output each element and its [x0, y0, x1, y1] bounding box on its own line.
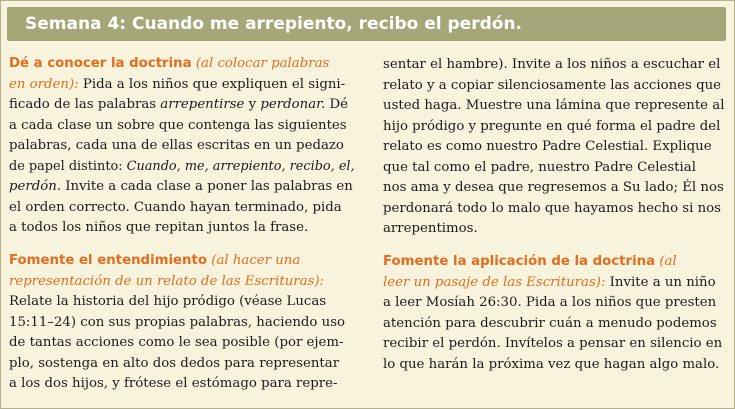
body-text: Invite a cada clase a poner las palabras en	[61, 179, 353, 194]
body-line: nos ama y desea que regresemos a Su lado; Él nos	[383, 180, 724, 195]
section-subheading-cont: en orden):	[9, 76, 79, 92]
section-heading: Dé a conocer la doctrina	[9, 56, 192, 71]
body-line: palabras, cada una de ellas escritas en un pedazo	[9, 138, 344, 153]
page-title: Semana 4: Cuando me arrepiento, recibo el perdón.	[25, 14, 523, 34]
section-encourage-application	[383, 252, 726, 375]
body-text: y	[244, 97, 261, 112]
body-line: a todos los niños que repitan juntos la frase.	[9, 220, 309, 235]
body-line: lo que harán la próxima vez que hagan algo malo.	[383, 356, 720, 372]
body-line: de tantas acciones como le sea posible (por ejem-	[9, 335, 344, 350]
body-emphasis: perdón.	[9, 179, 62, 194]
section-subheading: (al	[655, 254, 677, 269]
section-teach-doctrine	[9, 54, 355, 239]
body-line: relato y a copiar silenciosamente las acciones que	[383, 77, 722, 93]
section-heading: Fomente el entendimiento	[9, 253, 208, 268]
body-line: a cada clase un sobre que contenga las siguientes	[9, 117, 347, 133]
body-line: que tal como el padre, nuestro Padre Celestial	[383, 159, 696, 175]
body-text: Pida a los niños que expliquen el signi-	[78, 76, 346, 92]
body-line: sentar el hambre). Invite a los niños a escuchar el	[383, 57, 721, 72]
section-continued	[383, 55, 726, 240]
body-line: a leer Mosíah 26:30. Pida a los niños que presten	[383, 295, 717, 310]
body-text: de papel distinto:	[9, 158, 127, 174]
body-line: plo, sostenga en alto dos dedos para representar	[9, 355, 340, 371]
body-line: hijo pródigo y pregunte en qué forma el padre del	[383, 118, 721, 134]
body-line: Relate la historia del hijo pródigo (véase Lucas	[9, 294, 327, 309]
body-line: usted haga. Muestre una lámina que represente al	[383, 98, 725, 113]
body-line: recibir el perdón. Invítelos a pensar en silencio en	[383, 336, 723, 351]
body-line: relato es como nuestro Padre Celestial. Explique	[383, 139, 712, 154]
section-encourage-understanding	[9, 251, 355, 395]
section-subheading: (al hacer una	[207, 253, 301, 268]
body-emphasis: arrepentirse	[160, 97, 245, 112]
week-header	[7, 7, 726, 41]
body-line: perdonará todo lo malo que hayamos hecho si nos	[383, 200, 721, 216]
body-text: Invite a un niño	[605, 274, 716, 290]
section-heading: Fomente la aplicación de la doctrina	[383, 254, 656, 269]
section-subheading: (al colocar palabras	[195, 56, 330, 71]
body-line: 15:11–24) con sus propias palabras, haciendo uso	[9, 314, 346, 330]
body-text: Dé	[325, 97, 349, 112]
body-emphasis: perdonar.	[260, 97, 326, 112]
body-line: el orden correcto. Cuando hayan terminado, pida	[9, 199, 342, 215]
section-subheading-cont: representación de un relato de las Escrituras):	[9, 273, 325, 289]
body-line: a los dos hijos, y frótese el estómago para repre-	[9, 376, 338, 391]
body-line: atención para descubrir cuán a menudo podemos	[383, 315, 717, 331]
body-text: ficado de las palabras	[9, 97, 161, 112]
body-emphasis: Cuando, me, arrepiento, recibo, el,	[126, 158, 355, 174]
section-subheading-cont: leer un pasaje de las Escrituras):	[383, 274, 606, 290]
body-line: arrepentimos.	[383, 221, 478, 236]
